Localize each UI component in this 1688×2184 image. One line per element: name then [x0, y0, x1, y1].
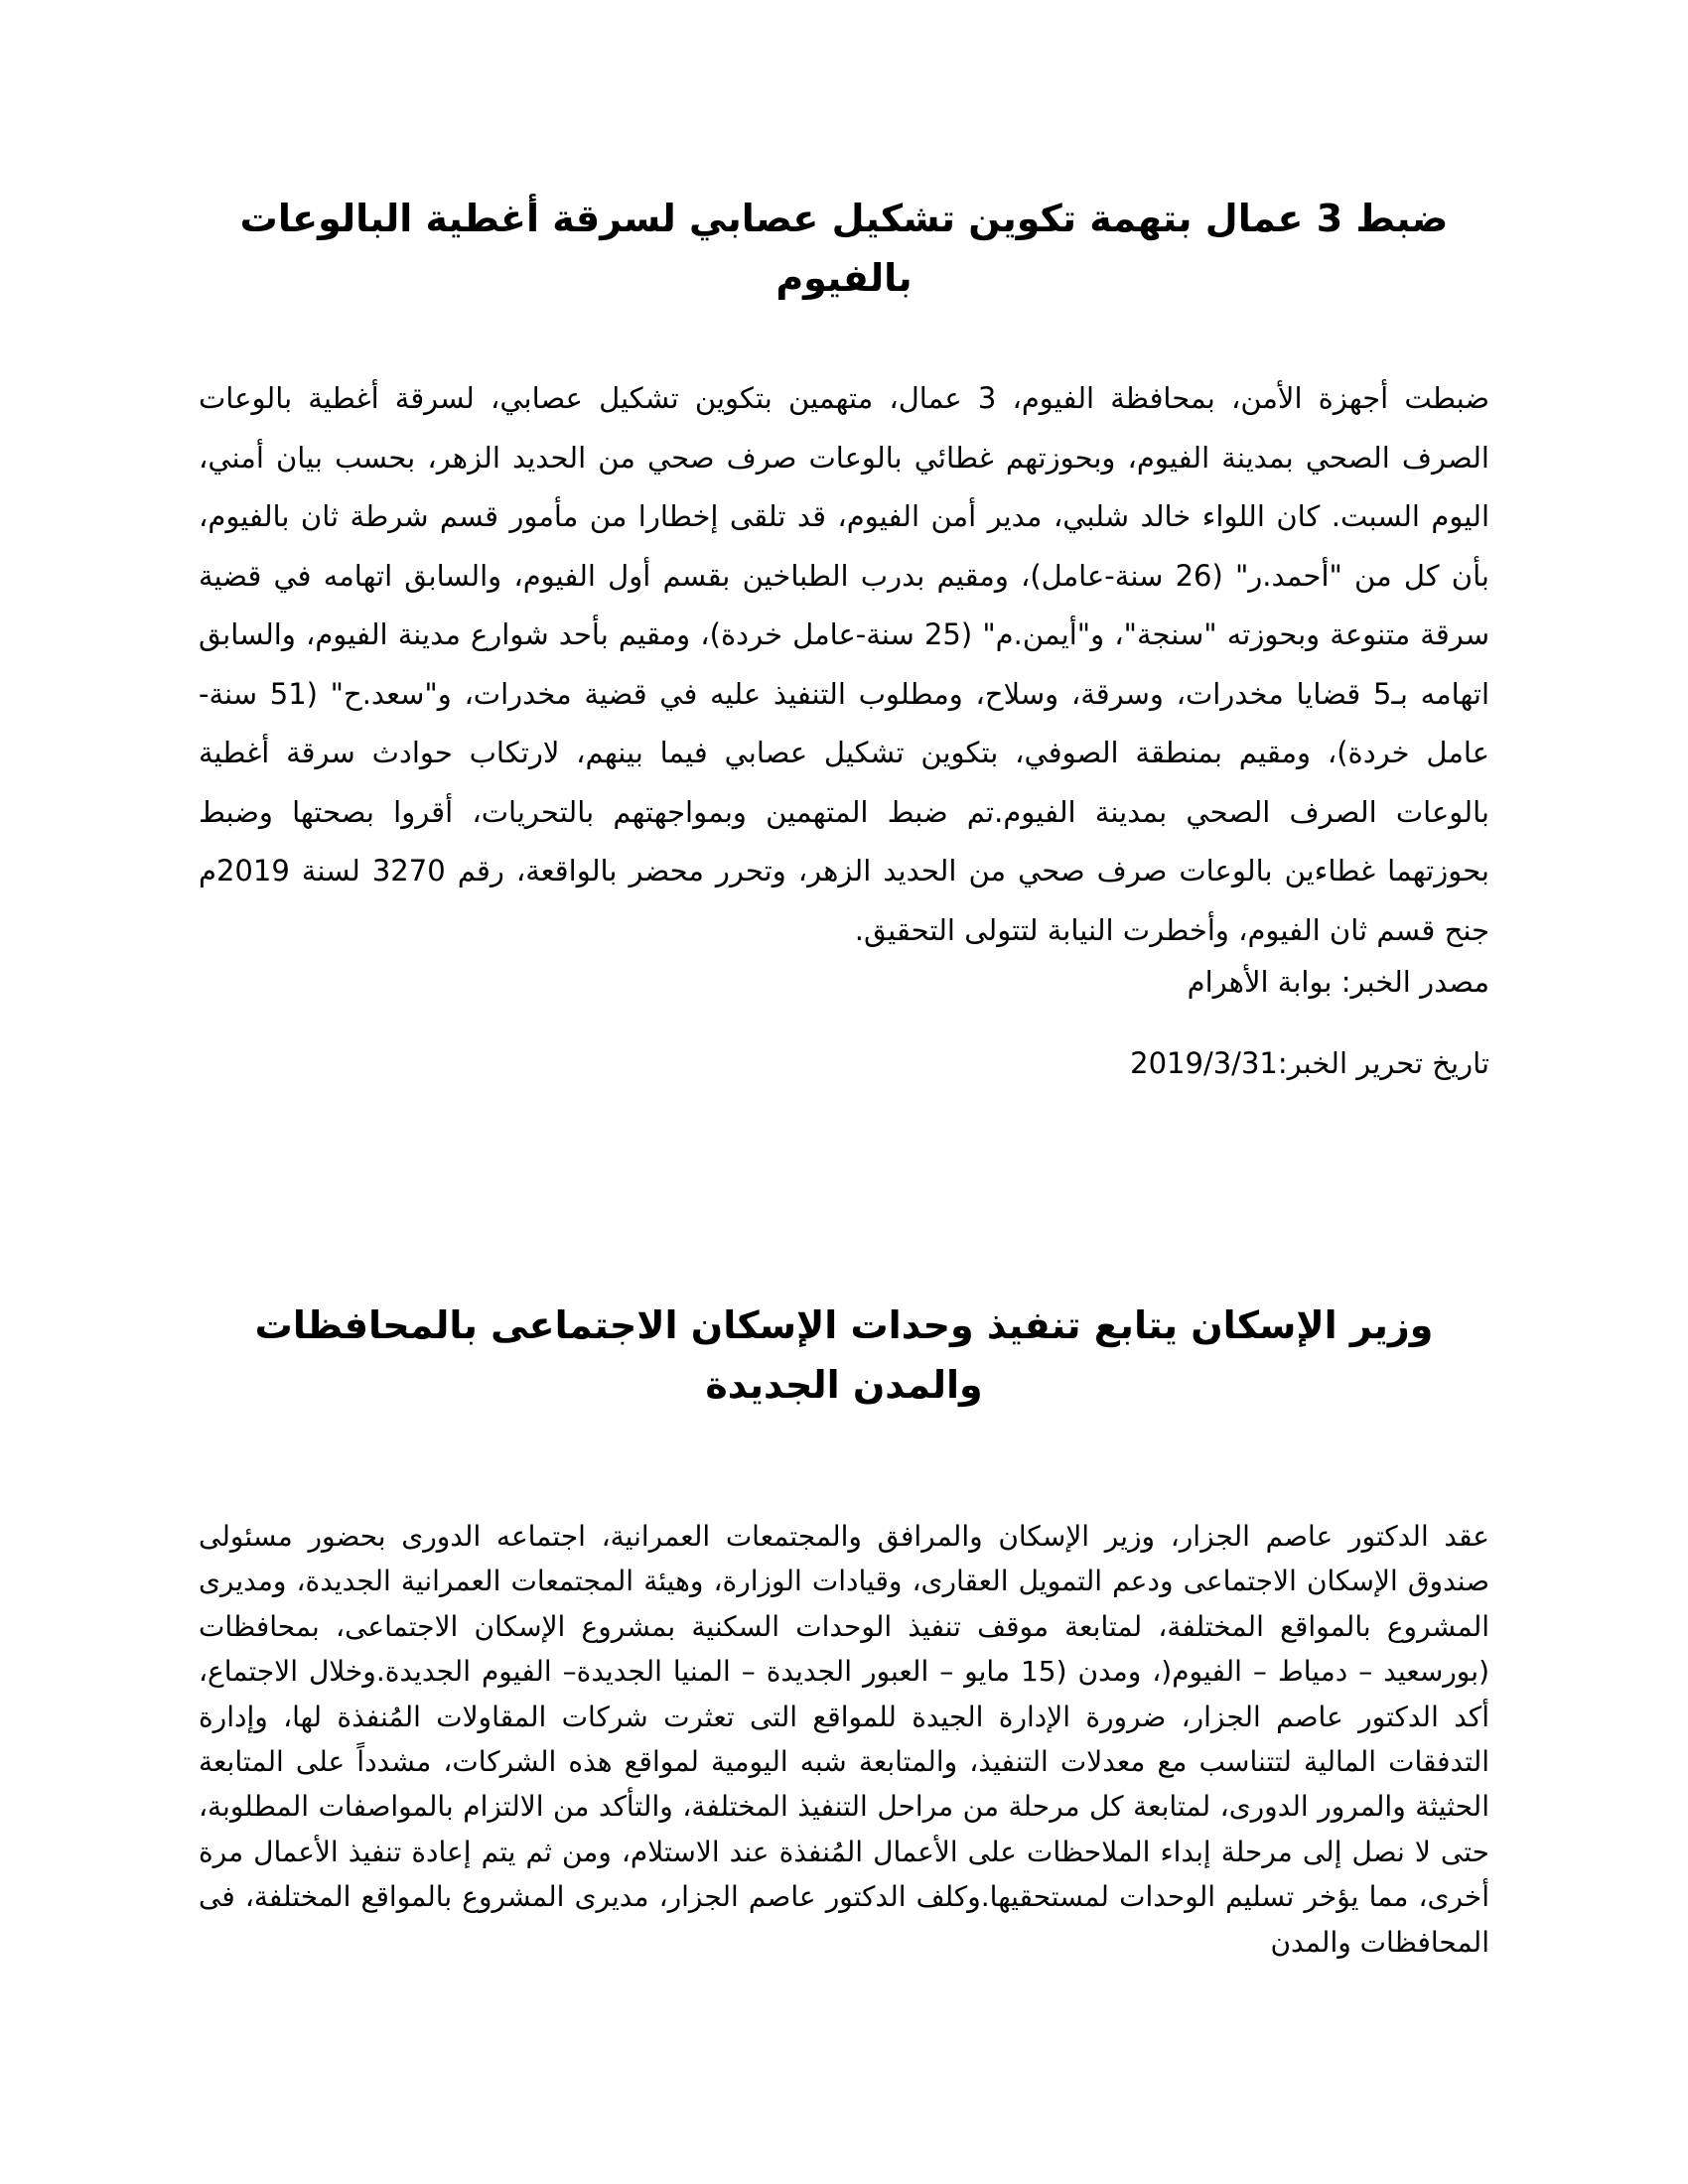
article-body: عقد الدكتور عاصم الجزار، وزير الإسكان والمرافق والمجتمعات العمرانية، اجتماعه الدورى بحضور مسئولى صندوق الإسكان الاجتماعى ودعم التمويل العقارى، وقيادات الوزارة، وهيئة المجتمعات العمرانية الجديدة، ومديرى المشروع بالمواقع المختلفة، لمتابعة موقف تنفيذ الوحدات السكنية بمشروع الإسكان الاجتماعى، بمحافظات (بورسعيد – دمياط – الفيوم(، ومدن (15 مايو – العبور الجديدة – المنيا الجديدة– الفيوم الجديدة.وخلال الاجتماع، أكد الدكتور عاصم الجزار، ضرورة الإدارة الجيدة للمواقع التى تعثرت شركات المقاولات المُنفذة لها، وإدارة التدفقات المالية لتتناسب مع معدلات التنفيذ، والمتابعة شبه اليومية لمواقع هذه الشركات، مشدداً على المتابعة الحثيثة والمرور الدورى، لمتابعة كل مرحلة من مراحل التنفيذ المختلفة، والتأكد من الالتزام بالمواصفات المطلوبة، حتى لا نصل إلى مرحلة إبداء الملاحظات على الأعمال المُنفذة عند الاستلام، ومن ثم يتم إعادة تنفيذ الأعمال مرة أخرى، مما يؤخر تسليم الوحدات لمستحقيها.وكلف الدكتور عاصم الجزار، مديرى المشروع بالمواقع المختلفة، فى المحافظات والمدن: [199, 1520, 1489, 1959]
article-headline: ضبط 3 عمال بتهمة تكوين تشكيل عصابي لسرقة أغطية البالوعات بالفيوم: [239, 197, 1449, 300]
article-date: تاريخ تحرير الخبر:2019/3/31: [1130, 1046, 1489, 1080]
article-headline: وزير الإسكان يتابع تنفيذ وحدات الإسكان الاجتماعى بالمحافظات والمدن الجديدة: [254, 1303, 1434, 1407]
news-article: [199, 1296, 1489, 1965]
news-article: [199, 189, 1489, 1085]
article-body: ضبطت أجهزة الأمن، بمحافظة الفيوم، 3 عمال، متهمين بتكوين تشكيل عصابي، لسرقة أغطية بالوعات الصرف الصحي بمدينة الفيوم، وبحوزتهم غطائي بالوعات صرف صحي من الحديد الزهر، بحسب بيان أمني، اليوم السبت. كان اللواء خالد شلبي، مدير أمن الفيوم، قد تلقى إخطارا من مأمور قسم شرطة ثان بالفيوم، بأن كل من "أحمد.ر" (26 سنة-عامل)، ومقيم بدرب الطباخين بقسم أول الفيوم، والسابق اتهامه في قضية سرقة متنوعة وبحوزته "سنجة"، و"أيمن.م" (25 سنة-عامل خردة)، ومقيم بأحد شوارع مدينة الفيوم، والسابق اتهامه بـ5 قضايا مخدرات، وسرقة، وسلاح، ومطلوب التنفيذ عليه في قضية مخدرات، و"سعد.ح" (51 سنة-عامل خردة)، ومقيم بمنطقة الصوفي، بتكوين تشكيل عصابي فيما بينهم، لارتكاب حوادث سرقة أغطية بالوعات الصرف الصحي بمدينة الفيوم.تم ضبط المتهمين وبمواجهتهم بالتحريات، أقروا بصحتها وضبط بحوزتهما غطاءين بالوعات صرف صحي من الحديد الزهر، وتحرر محضر بالواقعة، رقم 3270 لسنة 2019م جنح قسم ثان الفيوم، وأخطرت النيابة لتتولى التحقيق.: [199, 381, 1490, 947]
article-source: مصدر الخبر: بوابة الأهرام: [1187, 965, 1489, 999]
